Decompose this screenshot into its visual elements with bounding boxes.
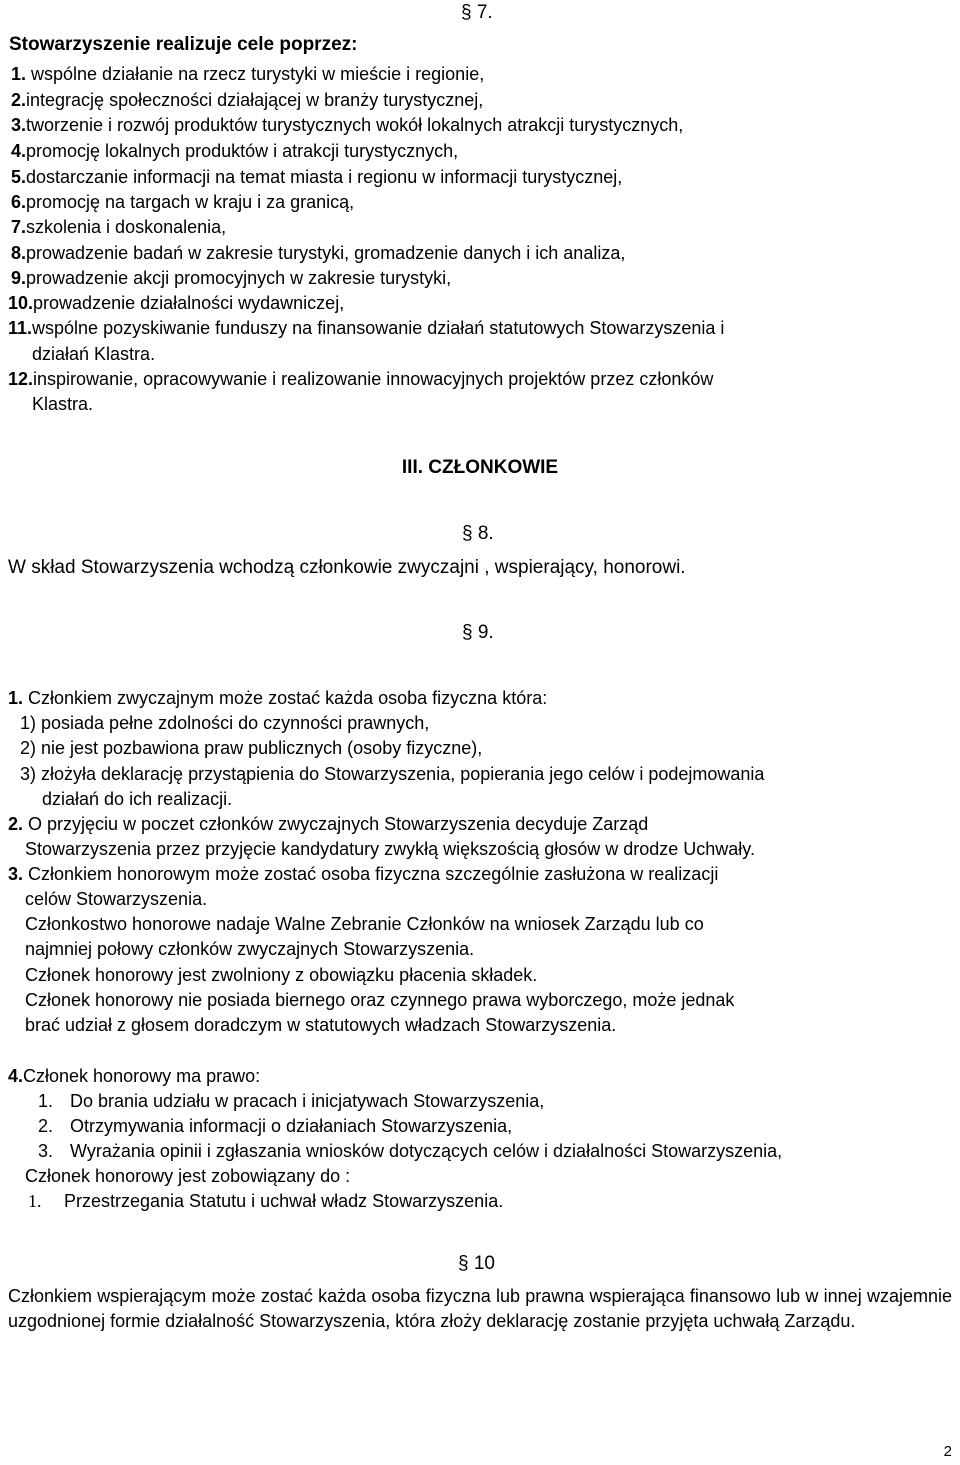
paragraph-number: 1. bbox=[8, 688, 24, 708]
list-item-continuation: Klastra. bbox=[32, 394, 94, 414]
right-number: 1. bbox=[38, 1091, 54, 1111]
list-item bbox=[11, 139, 458, 164]
list-item bbox=[11, 215, 226, 240]
item-text: promocję lokalnych produktów i atrakcji turystycznych, bbox=[26, 141, 459, 161]
section-8-text: W skład Stowarzyszenia wchodzą członkowie zwyczajni , wspierający, honorowi. bbox=[8, 557, 686, 578]
paragraph-number: 2. bbox=[8, 814, 24, 834]
list-item bbox=[11, 62, 484, 87]
paragraph-text: Członkiem zwyczajnym może zostać każda osoba fizyczna która: bbox=[23, 688, 548, 708]
paragraph-number: 3. bbox=[8, 864, 24, 884]
right-text: Otrzymywania informacji o działaniach Stowarzyszenia, bbox=[70, 1116, 513, 1136]
item-number: 7. bbox=[11, 217, 27, 237]
item-text: szkolenia i doskonalenia, bbox=[26, 217, 227, 237]
right-item bbox=[38, 1139, 782, 1164]
item-number: 6. bbox=[11, 192, 27, 212]
paragraph-3-line: najmniej połowy członków zwyczajnych Stowarzyszenia. bbox=[25, 939, 475, 959]
list-item bbox=[8, 367, 713, 392]
duties-intro: Członek honorowy jest zobowiązany do : bbox=[25, 1166, 351, 1186]
list-item bbox=[11, 241, 625, 266]
section-8-marker: § 8. bbox=[462, 523, 494, 544]
item-number: 1. bbox=[11, 64, 27, 84]
section-9-marker: § 9. bbox=[462, 622, 494, 643]
right-item bbox=[38, 1114, 512, 1139]
item-text: wspólne działanie na rzecz turystyki w mieście i regionie, bbox=[26, 64, 485, 84]
list-item-continuation: działań Klastra. bbox=[32, 344, 156, 364]
section-10-marker: § 10 bbox=[458, 1253, 495, 1274]
item-text: prowadzenie badań w zakresie turystyki, gromadzenie danych i ich analiza, bbox=[26, 243, 626, 263]
item-number: 11. bbox=[8, 318, 33, 338]
item-text: integrację społeczności działającej w branży turystycznej, bbox=[26, 90, 484, 110]
paragraph-text: O przyjęciu w poczet członków zwyczajnych Stowarzyszenia decyduje Zarząd bbox=[23, 814, 649, 834]
section-7-intro: Stowarzyszenie realizuje cele poprzez: bbox=[9, 34, 358, 55]
paragraph-1 bbox=[8, 686, 547, 711]
item-text: prowadzenie akcji promocyjnych w zakresie turystyki, bbox=[26, 268, 452, 288]
paragraph-number: 4. bbox=[8, 1066, 24, 1086]
list-item bbox=[11, 165, 622, 190]
section-10-text: Członkiem wspierającym może zostać każda osoba fizyczna lub prawna wspierająca finansowo lub w innej wzajemnie uzgodnionej formie działalność Stowarzyszenia, która złoży deklarację zostanie przyjęta uchwałą Zarządu. bbox=[8, 1286, 952, 1331]
paragraph-2 bbox=[8, 812, 648, 837]
paragraph-3-line: Członek honorowy jest zwolniony z obowiązku płacenia składek. bbox=[25, 965, 538, 985]
list-item bbox=[11, 88, 483, 113]
list-item bbox=[11, 266, 451, 291]
paragraph-text: Członkiem honorowym może zostać osoba fizyczna szczególnie zasłużona w realizacji bbox=[23, 864, 719, 884]
item-text: tworzenie i rozwój produktów turystycznych wokół lokalnych atrakcji turystycznych, bbox=[26, 115, 684, 135]
item-text: inspirowanie, opracowywanie i realizowanie innowacyjnych projektów przez członków bbox=[33, 369, 714, 389]
item-text: dostarczanie informacji na temat miasta i regionu w informacji turystycznej, bbox=[26, 167, 623, 187]
chapter-heading: III. CZŁONKOWIE bbox=[401, 457, 559, 478]
paragraph-3-line: Członek honorowy nie posiada biernego oraz czynnego prawa wyborczego, może jednak bbox=[25, 990, 735, 1010]
right-item bbox=[38, 1089, 544, 1114]
item-number: 10. bbox=[8, 293, 34, 313]
paragraph-3-line: brać udział z głosem doradczym w statutowych władzach Stowarzyszenia. bbox=[25, 1015, 617, 1035]
item-number: 3. bbox=[11, 115, 27, 135]
section-7-marker: § 7. bbox=[461, 2, 493, 23]
subitem-continuation: działań do ich realizacji. bbox=[42, 789, 233, 809]
paragraph-3-line: celów Stowarzyszenia. bbox=[25, 889, 208, 909]
item-text: prowadzenie działalności wydawniczej, bbox=[33, 293, 345, 313]
item-number: 12. bbox=[8, 369, 34, 389]
duty-number: 1. bbox=[28, 1191, 42, 1211]
list-item bbox=[11, 113, 683, 138]
right-text: Do brania udziału w pracach i inicjatywach Stowarzyszenia, bbox=[70, 1091, 545, 1111]
paragraph-2-cont: Stowarzyszenia przez przyjęcie kandydatury zwykłą większością głosów w drodze Uchwały. bbox=[25, 839, 755, 859]
item-text: promocję na targach w kraju i za granicą, bbox=[26, 192, 355, 212]
item-number: 9. bbox=[11, 268, 27, 288]
subitem: 1) posiada pełne zdolności do czynności prawnych, bbox=[20, 713, 430, 733]
paragraph-4 bbox=[8, 1064, 260, 1089]
item-number: 8. bbox=[11, 243, 27, 263]
right-text: Wyrażania opinii i zgłaszania wniosków dotyczących celów i działalności Stowarzyszenia, bbox=[70, 1141, 783, 1161]
list-item bbox=[11, 190, 354, 215]
item-number: 4. bbox=[11, 141, 27, 161]
list-item bbox=[8, 316, 724, 341]
right-number: 3. bbox=[38, 1141, 54, 1161]
page-number: 2 bbox=[943, 1443, 952, 1460]
paragraph-text: Członek honorowy ma prawo: bbox=[23, 1066, 261, 1086]
item-number: 2. bbox=[11, 90, 27, 110]
paragraph-3 bbox=[8, 862, 718, 887]
item-number: 5. bbox=[11, 167, 27, 187]
item-text: wspólne pozyskiwanie funduszy na finansowanie działań statutowych Stowarzyszenia i bbox=[32, 318, 725, 338]
list-item bbox=[8, 291, 344, 316]
subitem: 2) nie jest pozbawiona praw publicznych (osoby fizyczne), bbox=[20, 738, 483, 758]
duty-item bbox=[28, 1189, 503, 1214]
duty-text: Przestrzegania Statutu i uchwał władz Stowarzyszenia. bbox=[64, 1191, 504, 1211]
right-number: 2. bbox=[38, 1116, 54, 1136]
subitem: 3) złożyła deklarację przystąpienia do Stowarzyszenia, popierania jego celów i podejmowania bbox=[20, 764, 765, 784]
paragraph-3-line: Członkostwo honorowe nadaje Walne Zebranie Członków na wniosek Zarządu lub co bbox=[25, 914, 704, 934]
